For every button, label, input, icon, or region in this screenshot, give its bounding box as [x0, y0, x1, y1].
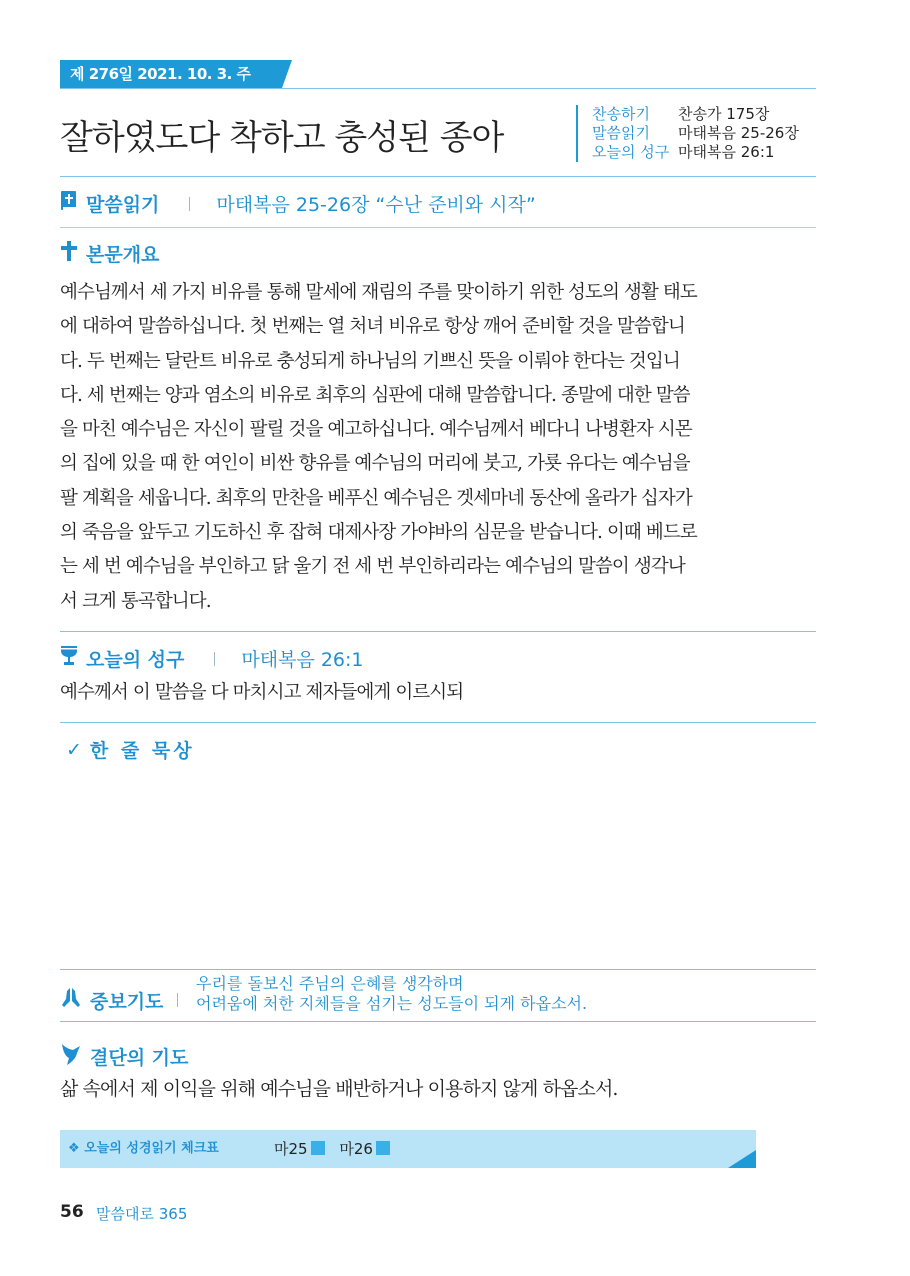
- diamond-icon: ❖: [68, 1141, 80, 1156]
- meditation-section-header: [66, 736, 195, 763]
- meditation-label: 한 줄 묵상: [89, 740, 195, 762]
- day-tag: 제 276일 2021. 10. 3. 주: [60, 60, 282, 88]
- reading-subtitle: 마태복음 25-26장 “수난 준비와 시작”: [216, 194, 536, 216]
- page-title: 잘하였도다 착하고 충성된 종아: [60, 118, 504, 158]
- ref-value: 마태복음 25-26장: [678, 124, 799, 142]
- header-rule: [60, 88, 816, 89]
- overview-text: [60, 276, 820, 619]
- verse-section-header: [60, 645, 364, 672]
- overview-line: 의 죽음을 앞두고 기도하신 후 잡혀 대제사장 가야바의 심문을 받습니다. 이때 베드로: [60, 522, 697, 544]
- overview-line: 다. 세 번째는 양과 염소의 비유로 최후의 심판에 대해 말씀합니다. 종말에 대한 말씀: [60, 384, 690, 406]
- page-fold-corner: [728, 1150, 756, 1168]
- overview-line: 의 집에 있을 때 한 여인이 비싼 향유를 예수님의 머리에 붓고, 가룟 유다는 예수님을: [60, 453, 690, 475]
- verse-line: 예수께서 이 말씀을 다 마치시고 제자들에게 이르시되: [60, 682, 464, 703]
- overview-label: 본문개요: [86, 244, 160, 266]
- checkmark-icon: ✓: [66, 738, 82, 761]
- divider: [60, 1021, 816, 1022]
- ref-key: 찬송하기: [592, 105, 650, 123]
- overview-line: 서 크게 통곡합니다.: [60, 590, 211, 612]
- intercession-section-header: [60, 980, 190, 1020]
- divider: [60, 969, 816, 970]
- praying-hands-icon: [60, 987, 82, 1014]
- reading-label: 말씀읽기: [86, 194, 160, 216]
- bible-icon: [60, 190, 78, 217]
- reading-section-header: [60, 190, 536, 217]
- divider: [60, 227, 816, 228]
- divider: [60, 631, 816, 632]
- verse-label: 오늘의 성구: [86, 649, 185, 671]
- verse-reference: 마태복음 26:1: [241, 649, 364, 671]
- separator: [214, 652, 215, 666]
- ref-hymn: [592, 105, 799, 124]
- checklist-items: [274, 1130, 390, 1168]
- ref-key: 오늘의 성구: [592, 143, 670, 161]
- intercession-text: [196, 974, 587, 1014]
- overview-line: 다. 두 번째는 달란트 비유로 충성되게 하나님의 기쁘신 뜻을 이뤄야 한다는 것입니: [60, 350, 680, 372]
- checklist-item-label: 마25: [274, 1140, 308, 1158]
- reference-block: [576, 105, 799, 162]
- resolution-line: 삶 속에서 제 이익을 위해 예수님을 배반하거나 이용하지 않게 하옵소서.: [60, 1078, 618, 1100]
- separator: [177, 993, 178, 1007]
- ref-reading: [592, 124, 799, 143]
- meditation-writing-area[interactable]: [60, 770, 816, 960]
- verse-text: [60, 676, 820, 710]
- checkbox[interactable]: [376, 1141, 390, 1155]
- divider: [60, 722, 816, 723]
- checkbox[interactable]: [311, 1141, 325, 1155]
- overview-section-header: [60, 240, 159, 267]
- overview-line: 팔 계획을 세웁니다. 최후의 만찬을 베푸신 예수님은 겟세마네 동산에 올라가 십자가: [60, 487, 692, 509]
- resolution-section-header: [60, 1042, 188, 1071]
- checklist-item: [339, 1140, 390, 1158]
- ref-key: 말씀읽기: [592, 124, 650, 142]
- divider: [60, 176, 816, 177]
- overview-line: 예수님께서 세 가지 비유를 통해 말세에 재림의 주를 맞이하기 위한 성도의 생활 태도: [60, 282, 697, 303]
- ref-value: 마태복음 26:1: [678, 143, 775, 161]
- resolution-label: 결단의 기도: [90, 1047, 189, 1069]
- intercession-line: 우리를 돌보신 주님의 은혜를 생각하며: [196, 974, 464, 993]
- overview-line: 에 대하여 말씀하십니다. 첫 번째는 열 처녀 비유로 항상 깨어 준비할 것을 말씀합니: [60, 316, 685, 338]
- checklist-item: [274, 1140, 329, 1158]
- chalice-icon: [60, 645, 78, 672]
- overview-line: 는 세 번 예수님을 부인하고 닭 울기 전 세 번 부인하리라는 예수님의 말씀이 생각나: [60, 556, 685, 578]
- checklist-item-label: 마26: [339, 1140, 373, 1158]
- dove-icon: [60, 1042, 82, 1071]
- resolution-text: [60, 1072, 820, 1106]
- separator: [189, 197, 190, 211]
- ref-value: 찬송가 175장: [678, 105, 770, 123]
- cross-icon: [60, 240, 78, 267]
- checklist-title: [68, 1130, 219, 1168]
- intercession-label: 중보기도: [90, 990, 164, 1013]
- intercession-line: 어려움에 처한 지체들을 섬기는 성도들이 되게 하옵소서.: [196, 994, 588, 1013]
- book-title: 말씀대로 365: [96, 1205, 188, 1223]
- overview-line: 을 마친 예수님은 자신이 팔릴 것을 예고하십니다. 예수님께서 베다니 나병환자 시몬: [60, 419, 692, 441]
- ref-verse: [592, 143, 799, 162]
- page-number: 56: [60, 1202, 84, 1222]
- checklist-label: 오늘의 성경읽기 체크표: [84, 1141, 219, 1156]
- reading-checklist-bar: [60, 1130, 756, 1168]
